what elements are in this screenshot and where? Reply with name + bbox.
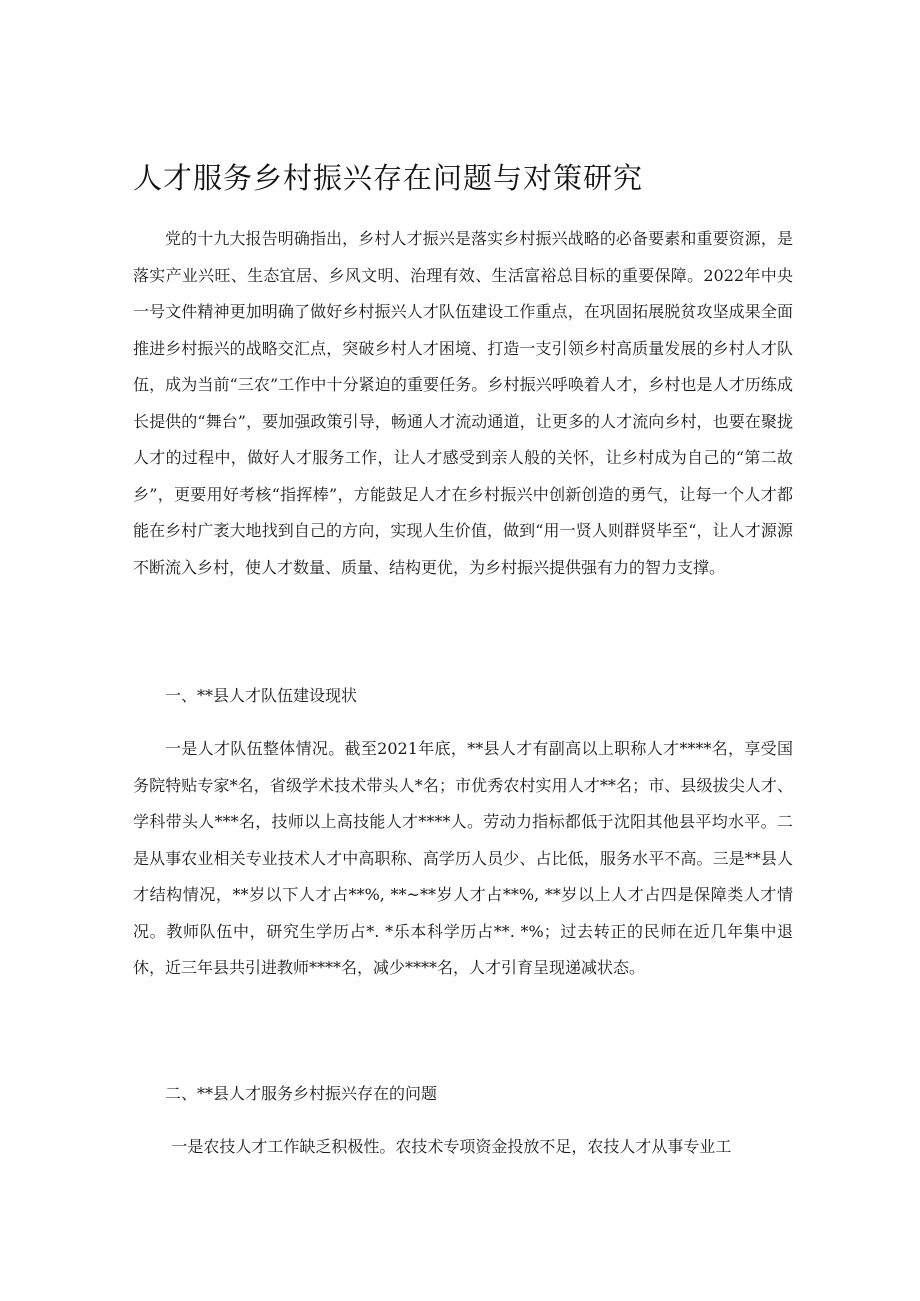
section-heading-2: 二、**县人才服务乡村振兴存在的问题 [165,1084,438,1103]
document-title: 人才服务乡村振兴存在问题与对策研究 [133,161,644,195]
problem-paragraph: 一是农技人才工作缺乏积极性。农技术专项资金投放不足，农技人才从事专业工 [171,1137,732,1156]
intro-paragraph: 党的十九大报告明确指出，乡村人才振兴是落实乡村振兴战略的必备要素和重要资源，是落实产业兴旺、生态宜居、乡风文明、治理有效、生活富裕总目标的重要保障。2022年中央一号文件精神更加明确了做好乡村振兴人才队伍建设工作重点，在巩固拓展脱贫攻坚成果全面推进乡村振兴的战略交汇点，突破乡村人才困境、打造一支引领乡村高质量发展的乡村人才队伍，成为当前“三农”工作中十分紧迫的重要任务。乡村振兴呼唤着人才，乡村也是人才历练成长提供的“舞台”，要加强政策引导，畅通人才流动通道，让更多的人才流向乡村，也要在聚拢人才的过程中，做好人才服务工作，让人才感受到亲人般的关怀，让乡村成为自己的“第二故乡”，更要用好考核“指挥棒”，方能鼓足人才在乡村振兴中创新创造的勇气，让每一个人才都能在乡村广袤大地找到自己的方向，实现人生价值，做到“用一贤人则群贤毕至“，让人才源源不断流入乡村，使人才数量、质量、结构更优，为乡村振兴提供强有力的智力支撑。 [133,229,793,577]
status-paragraph: 一是人才队伍整体情况。截至2021年底，**县人才有副高以上职称人才****名，享受国务院特贴专家*名，省级学术技术带头人*名；市优秀农村实用人才**名；市、县级拔尖人才、学科带头人***名，技师以上高技能人才****人。劳动力指标都低于沈阳其他县平均水平。二是从事农业相关专业技术人才中高职称、高学历人员少、占比低，服务水平不高。三是**县人才结构情况，**岁以下人才占**%, **~**岁人才占**%, **岁以上人才占四是保障类人才情况。教师队伍中，研究生学历占*. *乐本科学历占**. *%；过去转正的民师在近几年集中退休，近三年县共引进教师****名，减少****名，人才引育呈现递减状态。 [133,739,793,977]
section-heading-1: 一、**县人才队伍建设现状 [165,686,358,705]
